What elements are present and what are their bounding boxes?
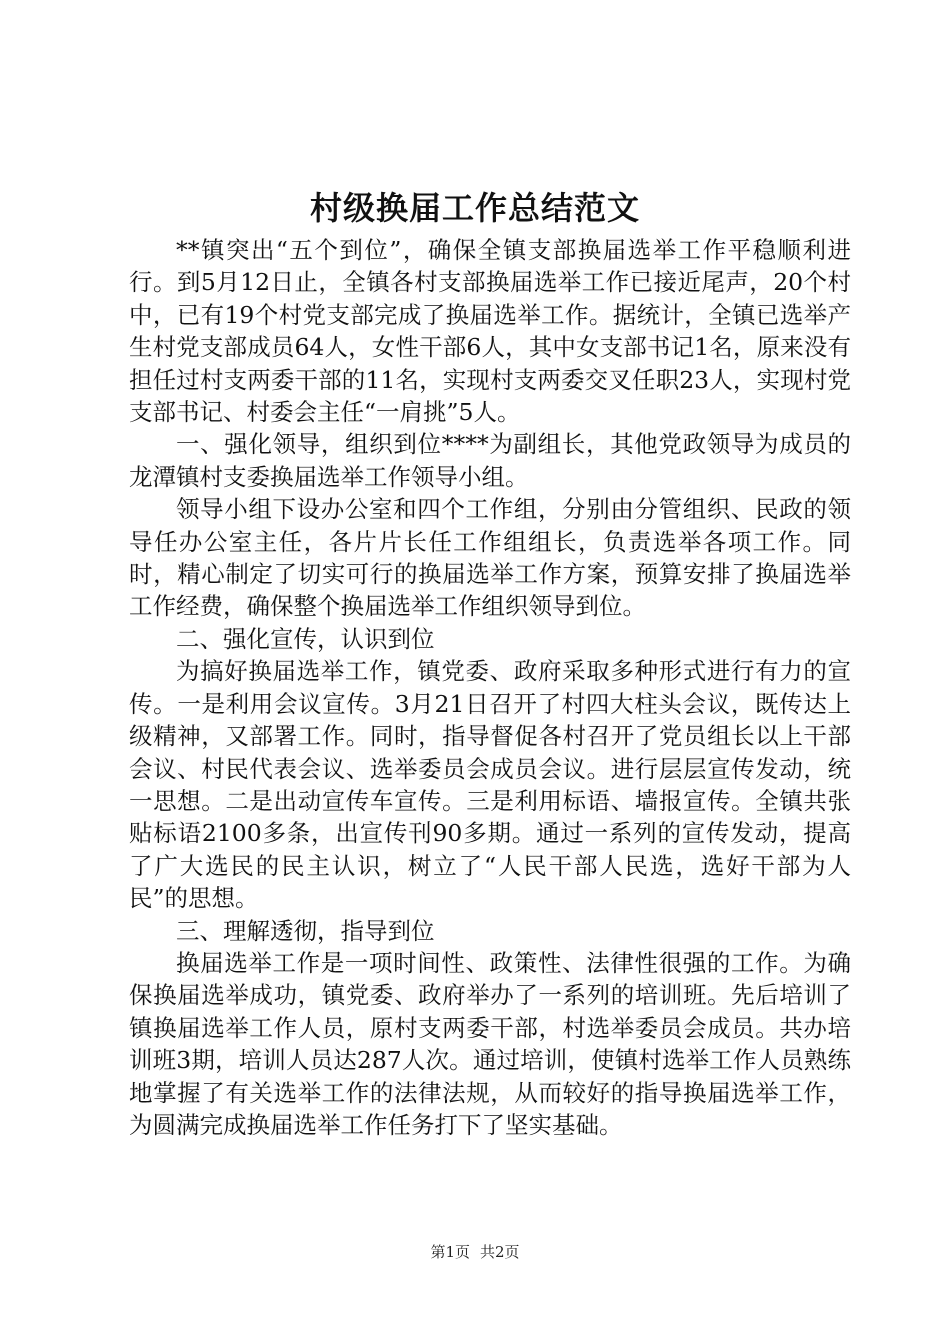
page-number: 第1页 xyxy=(430,1243,470,1261)
page-footer xyxy=(0,1242,950,1262)
page-total: 共2页 xyxy=(480,1243,520,1261)
section-heading-2: 二、强化宣传，认识到位 xyxy=(176,624,435,653)
paragraph-leadership-group: 领导小组下设办公室和四个工作组，分别由分管组织、民政的领导任办公室主任，各片片长任工作组组长，负责选举各项工作。同时，精心制定了切实可行的换届选举工作方案，预算安排了换届选举工作经费，确保整个换届选举工作组织领导到位。 xyxy=(129,495,851,621)
document-title: 村级换届工作总结范文 xyxy=(309,189,640,227)
paragraph-training: 换届选举工作是一项时间性、政策性、法律性很强的工作。为确保换届选举成功，镇党委、政府举办了一系列的培训班。先后培训了镇换届选举工作人员，原村支两委干部，村选举委员会成员。共办培训班3期，培训人员达287人次。通过培训，使镇村选举工作人员熟练地掌握了有关选举工作的法律法规，从而较好的指导换届选举工作，为圆满完成换届选举工作任务打下了坚实基础。 xyxy=(129,948,851,1139)
paragraph-intro: **镇突出“五个到位”，确保全镇支部换届选举工作平稳顺利进行。到5月12日止，全镇各村支部换届选举工作已接近尾声，20个村中，已有19个村党支部完成了换届选举工作。据统计，全镇已选举产生村党支部成员64人，女性干部6人，其中女支部书记1名，原来没有担任过村支两委干部的11名，实现村支两委交叉任职23人，实现村党支部书记、村委会主任“一肩挑”5人。 xyxy=(129,236,851,427)
paragraph-publicity: 为搞好换届选举工作，镇党委、政府采取多种形式进行有力的宣传。一是利用会议宣传。3月21日召开了村四大柱头会议，既传达上级精神，又部署工作。同时，指导督促各村召开了党员组长以上干部会议、村民代表会议、选举委员会成员会议。进行层层宣传发动，统一思想。二是出动宣传车宣传。三是利用标语、墙报宣传。全镇共张贴标语2100多条，出宣传刊90多期。通过一系列的宣传发动，提高了广大选民的民主认识，树立了“人民干部人民选，选好干部为人民”的思想。 xyxy=(129,657,851,913)
paragraph-section-1: 一、强化领导，组织到位****为副组长，其他党政领导为成员的龙潭镇村支委换届选举工作领导小组。 xyxy=(129,430,851,491)
section-heading-3: 三、理解透彻，指导到位 xyxy=(176,916,435,945)
document-body xyxy=(129,234,851,1141)
